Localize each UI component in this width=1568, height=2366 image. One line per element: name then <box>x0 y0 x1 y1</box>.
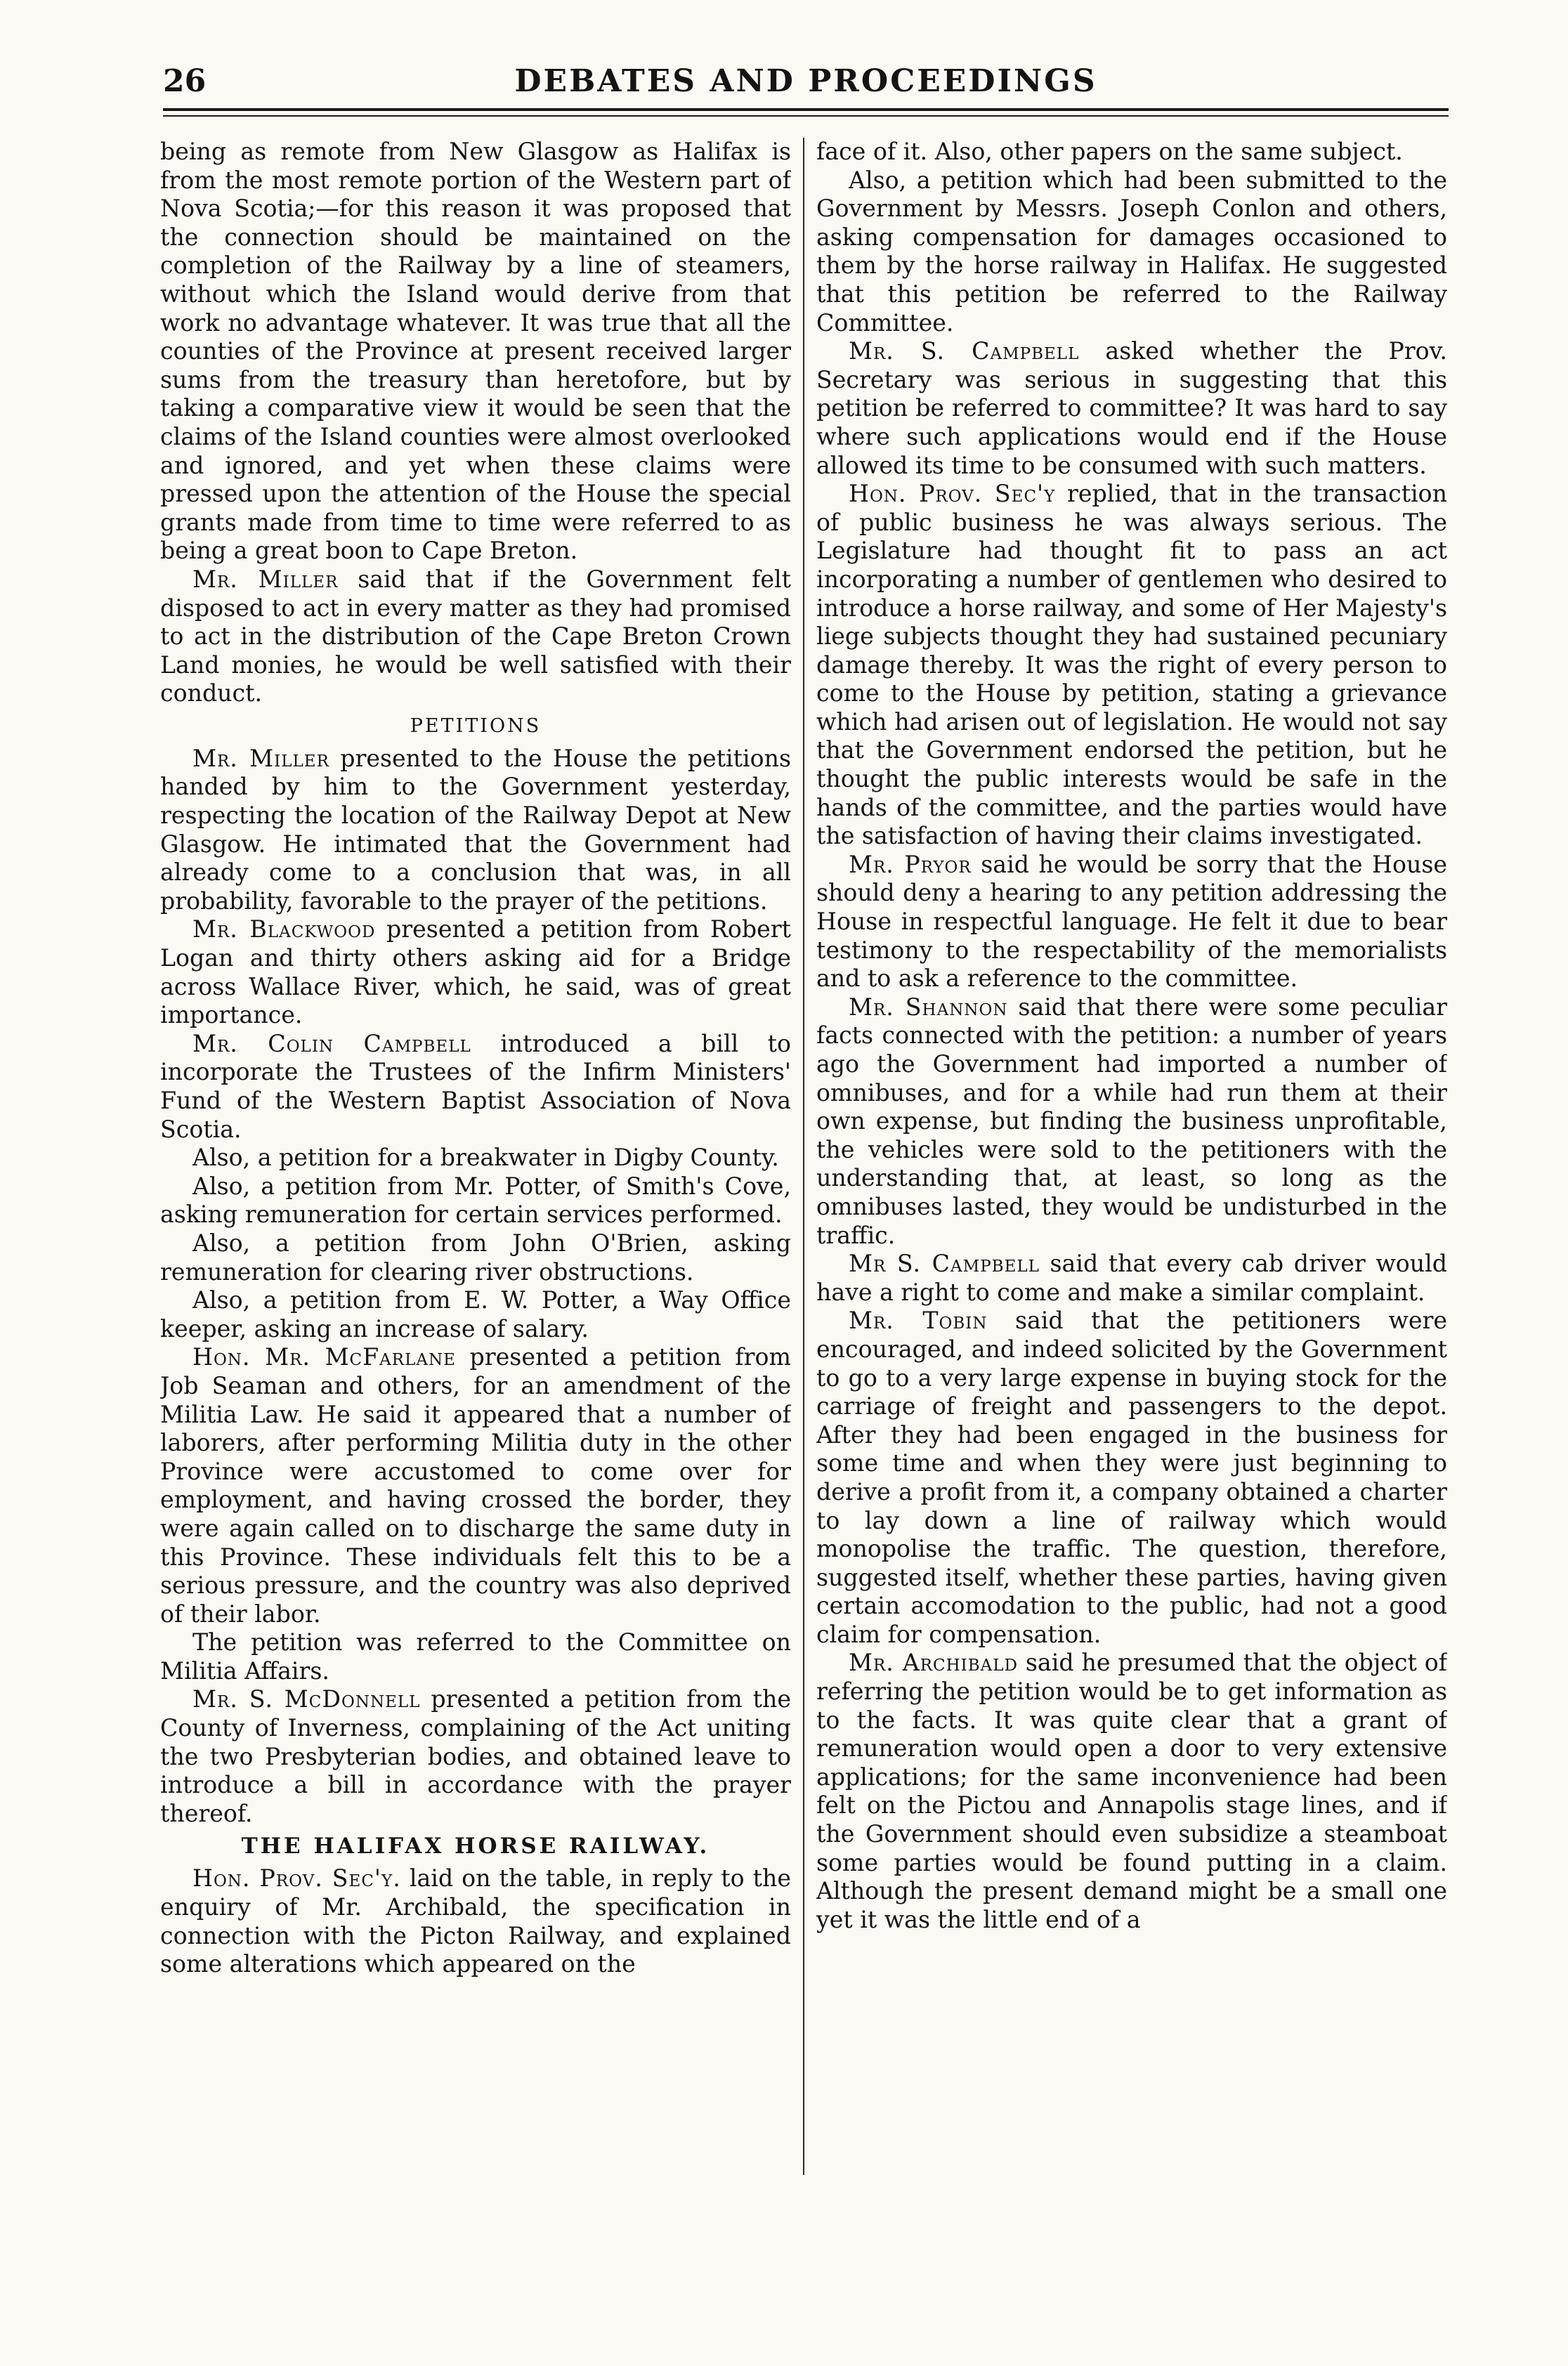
left-column <box>160 138 791 2329</box>
paragraph <box>160 745 791 916</box>
paragraph: Also, a petition for a breakwater in Digby County. <box>192 1144 779 1172</box>
paragraph: Also, a petition from John O'Brien, asking remuneration for clearing river obstructions. <box>160 1229 791 1286</box>
paragraph <box>160 1864 791 1978</box>
paragraph <box>816 1250 1447 1307</box>
paragraph <box>160 1030 791 1144</box>
speech-text: asked whether the Prov. Secretary was serious in suggesting that this petition be referred to committee? It was hard to say where such applications would end if the House allowed its time to be consumed with such matters. <box>816 337 1447 479</box>
speaker-name: Mr. Miller <box>192 565 339 593</box>
speech-text: presented a petition from the County of Inverness, complaining of the Act uniting the two Presbyterian bodies, and obtained leave to introduce a bill in accordance with the prayer thereof. <box>160 1685 791 1827</box>
paragraph: being as remote from New Glasgow as Halifax is from the most remote portion of the Western part of Nova Scotia;—for this reason it was proposed that the connection should be maintained on the completion of the Railway by a line of steamers, without which the Island would derive from that work no advantage whatever. It was true that all the counties of the Province at present received larger sums from the treasury than heretofore, but by taking a comparative view it would be seen that the claims of the Island counties were almost overlooked and ignored, and yet when these claims were pressed upon the attention of the House the special grants made from time to time were referred to as being a great boon to Cape Breton. <box>160 138 791 565</box>
speech-text: laid on the table, in reply to the enquiry of Mr. Archibald, the specification in connection with the Picton Railway, and explained some alterations which appeared on the <box>160 1864 791 1978</box>
speaker-name: Hon. Mr. McFarlane <box>192 1343 456 1371</box>
paragraph <box>816 1307 1447 1649</box>
paragraph <box>160 1685 791 1828</box>
speaker-name: Mr S. Campbell <box>849 1250 1040 1278</box>
speaker-name: Mr. S. McDonnell <box>192 1685 421 1713</box>
paragraph <box>816 851 1447 993</box>
speech-text: presented to the House the petitions handed by him to the Government yesterday, respecting the location of the Railway Depot at New Glasgow. He intimated that the Government had already come to a conclusion that was, in all probability, favorable to the prayer of the petitions. <box>160 744 791 915</box>
section-heading-horse-railway: THE HALIFAX HORSE RAILWAY. <box>241 1834 710 1860</box>
speech-text: introduced a bill to incorporate the Trustees of the Infirm Ministers' Fund of the Western Baptist Association of Nova Scotia. <box>160 1029 791 1143</box>
speaker-name: Mr. Colin Campbell <box>192 1029 471 1057</box>
speech-text: said he would be sorry that the House should deny a hearing to any petition addressing the House in respectful language. He felt it due to bear testimony to the respectability of the memorialists and to ask a reference to the committee. <box>816 850 1447 993</box>
speaker-name: Hon. Prov. Sec'y <box>849 480 1056 508</box>
right-column <box>816 138 1447 2329</box>
speaker-name: Mr. Blackwood <box>192 915 376 943</box>
speech-text: said that the petitioners were encouraged, and indeed solicited by the Government to go to a very large expense in buying stock for the carriage of freight and passengers to the depot. After they had been engaged in the business for some time and when they were just beginning to derive a profit from it, a company obtained a charter to lay down a line of railway which would monopolise the traffic. The question, therefore, suggested itself, whether these parties, having given certain accomodation to the public, had not a good claim for compensation. <box>816 1307 1447 1648</box>
speaker-name: Mr. Miller <box>192 744 329 772</box>
paragraph <box>816 337 1447 480</box>
speaker-name: Hon. Prov. Sec'y. <box>192 1864 401 1893</box>
speech-text: said that if the Government felt disposed to act in every matter as they had promised to act in the distribution of the Cape Breton Crown Land monies, he would be well satisfied with their conduct. <box>160 565 791 707</box>
paragraph: Also, a petition from E. W. Potter, a Way Office keeper, asking an increase of salary. <box>160 1286 791 1342</box>
running-title: DEBATES AND PROCEEDINGS <box>514 63 1097 99</box>
column-divider <box>803 138 804 2175</box>
page-number: 26 <box>163 63 207 99</box>
paragraph: Also, a petition from Mr. Potter, of Smith's Cove, asking remuneration for certain services performed. <box>160 1172 791 1229</box>
speech-text: replied, that in the transaction of public business he was always serious. The Legislature had thought fit to pass an act incorporating a number of gentlemen who desired to introduce a horse railway, and some of Her Majesty's liege subjects thought they had sustained pecuniary damage thereby. It was the right of every person to come to the House by petition, stating a grievance which had arisen out of legislation. He would not say that the Government endorsed the petition, but he thought the public interests would be safe in the hands of the committee, and the parties would have the satisfaction of having their claims investigated. <box>816 480 1447 850</box>
header-rule-thin <box>163 115 1449 117</box>
paragraph <box>816 1649 1447 1934</box>
speaker-name: Mr. Tobin <box>849 1307 988 1335</box>
paragraph: The petition was referred to the Committee on Militia Affairs. <box>160 1628 791 1685</box>
speaker-name: Mr. S. Campbell <box>849 337 1080 365</box>
speech-text: said he presumed that the object of referring the petition would be to get information as to the facts. It was quite clear that a grant of remuneration would open a door to very extensive applications; for the same inconvenience had been felt on the Pictou and Annapolis stage lines, and if the Government should even subsidize a steamboat some parties would be found putting in a claim. Although the present demand might be a small one yet it was the little end of a <box>816 1649 1447 1933</box>
header-rule <box>163 108 1449 111</box>
page-header <box>163 59 1449 104</box>
paragraph <box>816 480 1447 851</box>
speaker-name: Mr. Pryor <box>849 850 972 878</box>
speech-text: said that every cab driver would have a right to come and make a similar complaint. <box>816 1250 1447 1306</box>
section-heading-petitions: PETITIONS <box>410 714 542 737</box>
paragraph <box>816 993 1447 1250</box>
paragraph: face of it. Also, other papers on the same subject. <box>816 138 1403 165</box>
paragraph: Also, a petition which had been submitted to the Government by Messrs. Joseph Conlon and others, asking compensation for damages occasioned to them by the horse railway in Halifax. He suggested that this petition be referred to the Railway Committee. <box>816 166 1447 336</box>
speech-text: presented a petition from Robert Logan and thirty others asking aid for a Bridge across Wallace River, which, he said, was of great importance. <box>160 915 791 1029</box>
speaker-name: Mr. Shannon <box>849 993 1008 1021</box>
speech-text: said that there were some peculiar facts connected with the petition: a number of years ago the Government had imported a number of omnibuses, and for a while had run them at their own expense, but finding the business unprofitable, the vehicles were sold to the petitioners with the understanding that, at least, so long as the omnibuses lasted, they would be undisturbed in the traffic. <box>816 993 1447 1249</box>
speaker-name: Mr. Archibald <box>849 1649 1018 1677</box>
paragraph <box>160 1343 791 1628</box>
speech-text: presented a petition from Job Seaman and others, for an amendment of the Militia Law. He said it appeared that a number of laborers, after performing Militia duty in the other Province were accustomed to come over for employment, and having crossed the border, they were again called on to discharge the same duty in this Province. These individuals felt this to be a serious pressure, and the country was also deprived of their labor. <box>160 1343 791 1628</box>
paragraph <box>160 915 791 1029</box>
paragraph <box>160 566 791 708</box>
